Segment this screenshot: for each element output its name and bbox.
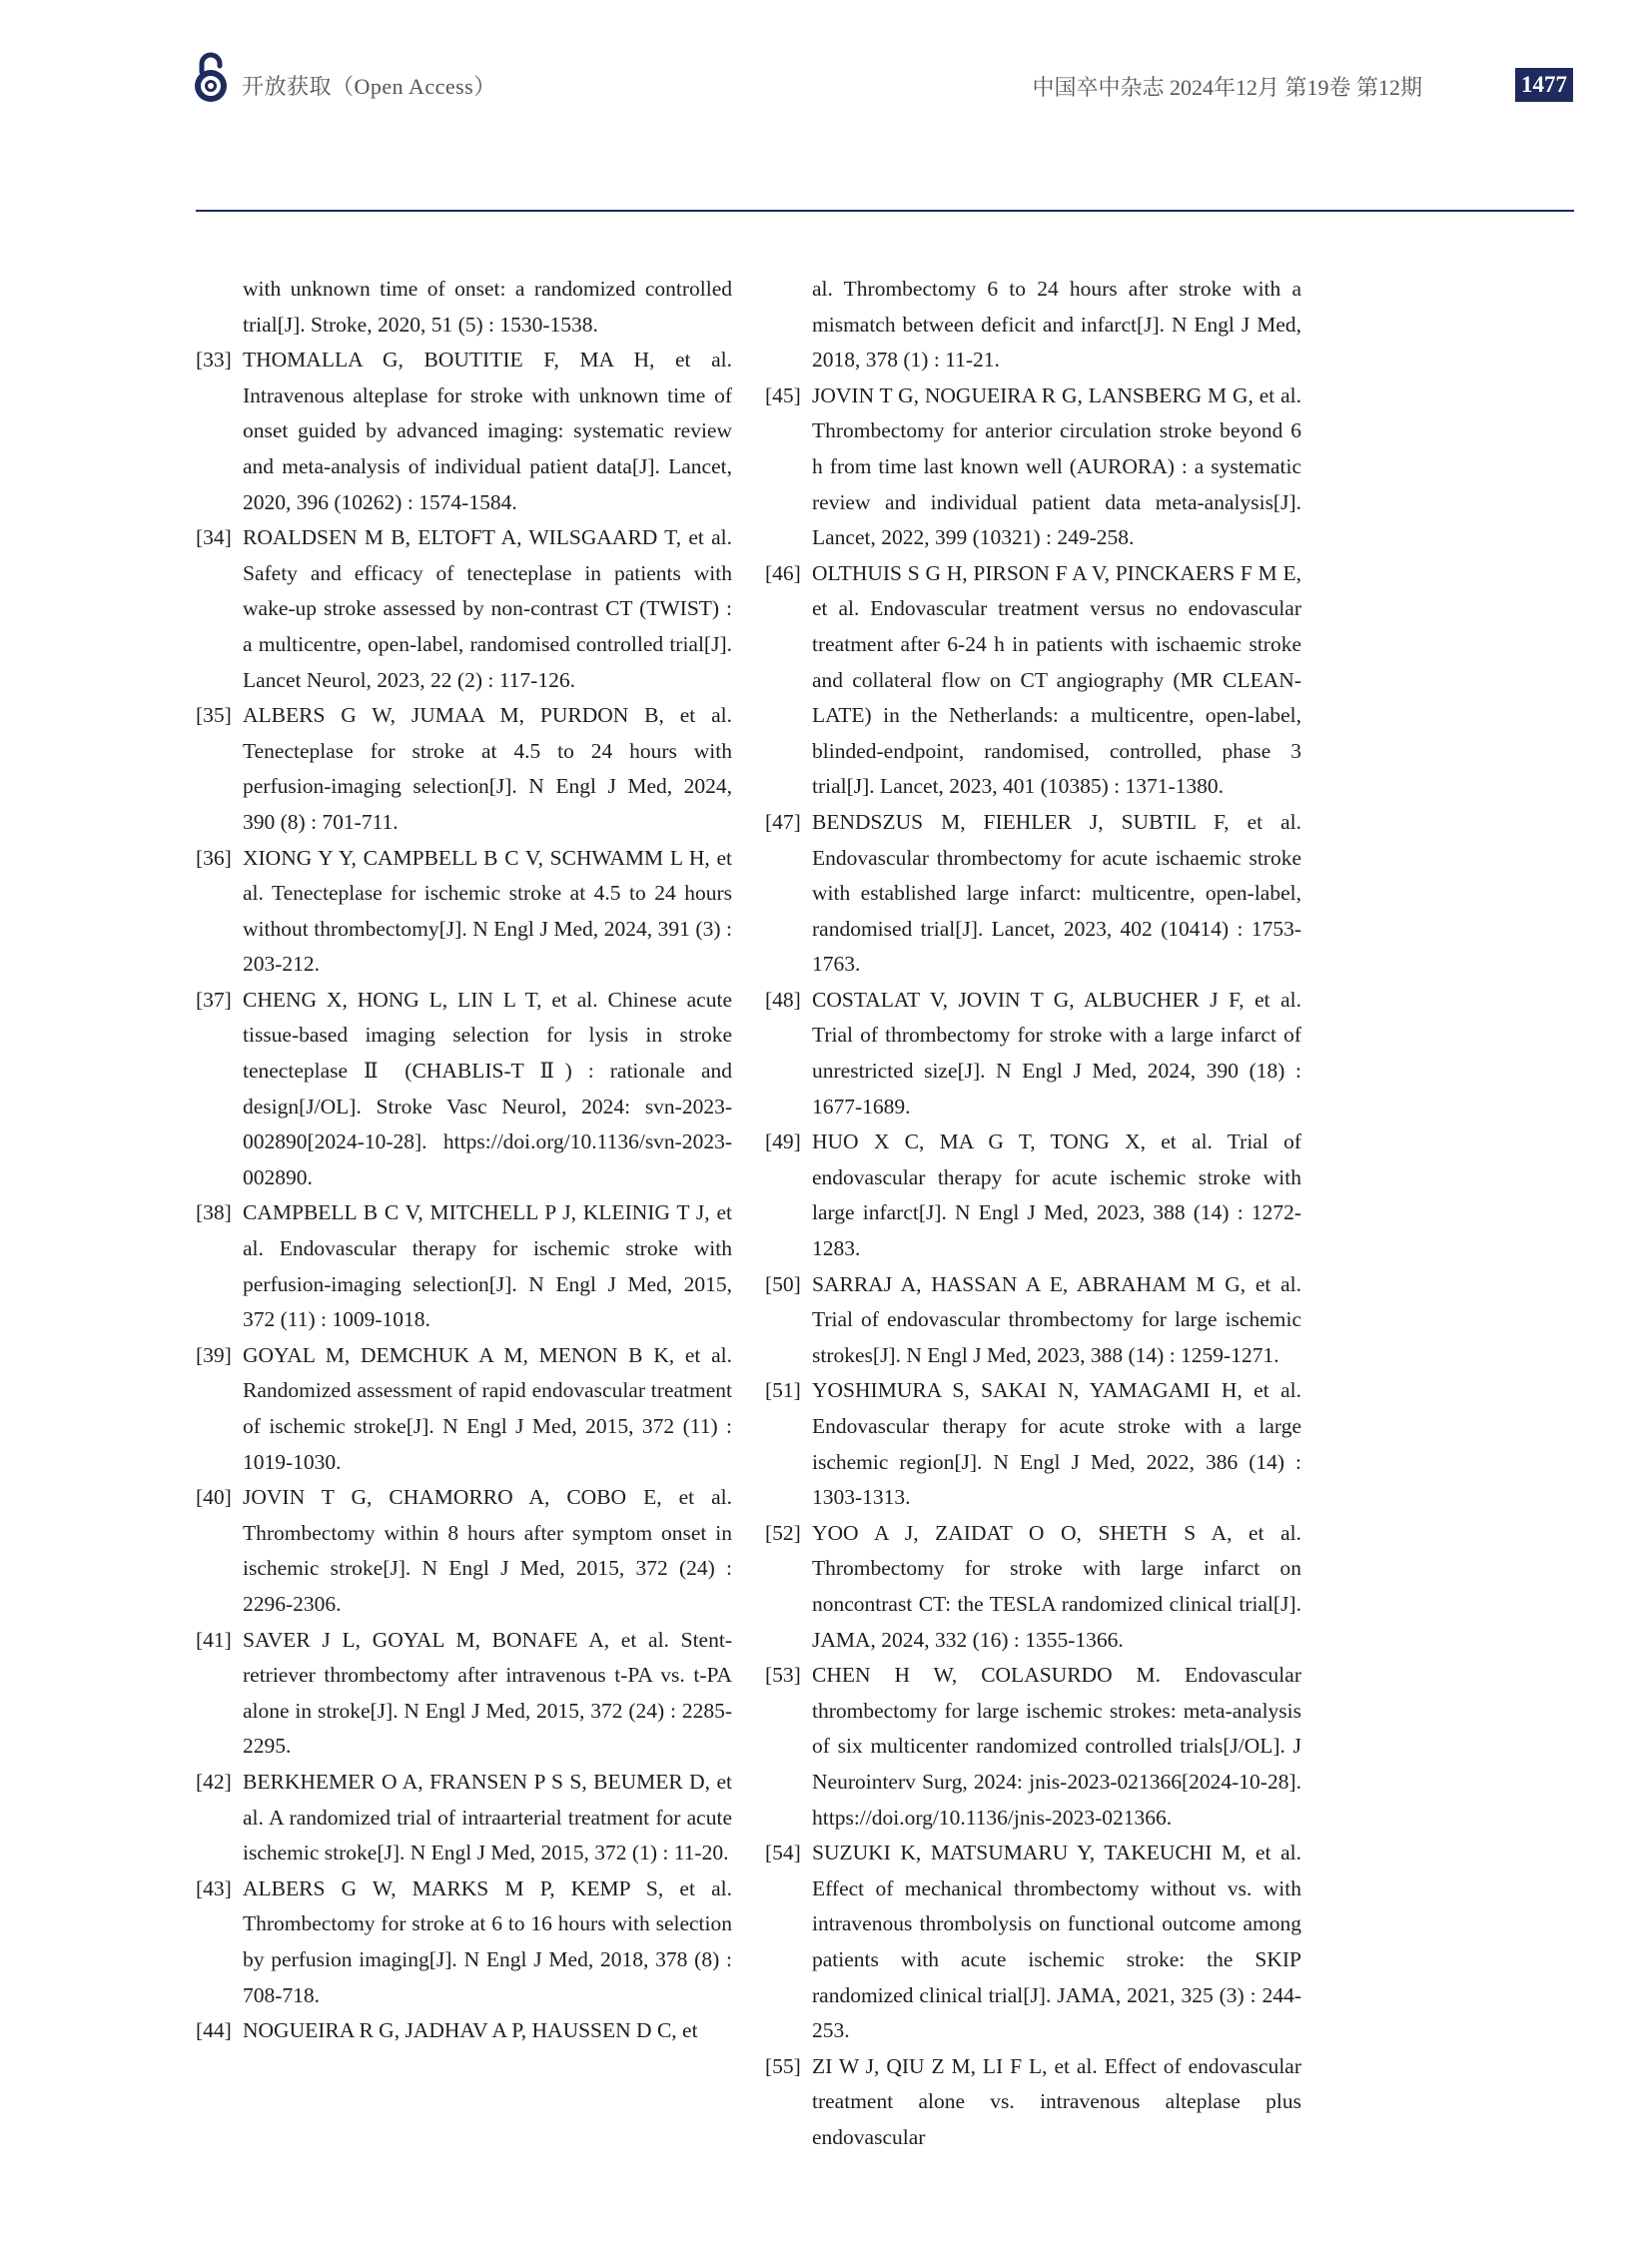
reference-number: [46]: [765, 560, 801, 585]
reference-text: COSTALAT V, JOVIN T G, ALBUCHER J F, et al. Trial of thrombectomy for stroke with a large infarct of unrestricted size[J]. N Engl J Med, 2024, 390 (18) : 1677-1689.: [812, 987, 1301, 1119]
reference-number: [37]: [196, 987, 232, 1012]
reference-item: [196, 520, 732, 698]
reference-item: [196, 698, 732, 840]
reference-text: YOO A J, ZAIDAT O O, SHETH S A, et al. Thrombectomy for stroke with large infarct on noncontrast CT: the TESLA randomized clinical trial[J]. JAMA, 2024, 332 (16) : 1355-1366.: [812, 1520, 1301, 1652]
reference-item: [765, 378, 1301, 556]
reference-number: [40]: [196, 1485, 232, 1510]
reference-text: GOYAL M, DEMCHUK A M, MENON B K, et al. Randomized assessment of rapid endovascular treatment of ischemic stroke[J]. N Engl J Med, 2015, 372 (11) : 1019-1030.: [243, 1342, 732, 1474]
reference-text: ALBERS G W, JUMAA M, PURDON B, et al. Tenecteplase for stroke at 4.5 to 24 hours with perfusion-imaging selection[J]. N Engl J Med, 2024, 390 (8) : 701-711.: [243, 703, 732, 834]
reference-number: [49]: [765, 1129, 801, 1154]
reference-column-left: [196, 272, 732, 2049]
reference-text: SARRAJ A, HASSAN A E, ABRAHAM M G, et al. Trial of endovascular thrombectomy for large ischemic strokes[J]. N Engl J Med, 2023, 388 (14) : 1259-1271.: [812, 1271, 1301, 1367]
journal-info: 中国卒中杂志 2024年12月 第19卷 第12期: [1032, 75, 1422, 100]
reference-number: [39]: [196, 1342, 232, 1367]
reference-text: CAMPBELL B C V, MITCHELL P J, KLEINIG T J, et al. Endovascular therapy for ischemic stroke with perfusion-imaging selection[J]. N Engl J Med, 2015, 372 (11) : 1009-1018.: [243, 1200, 732, 1332]
page-header: [0, 0, 1652, 220]
reference-number: [45]: [765, 382, 801, 407]
reference-item: [196, 343, 732, 520]
reference-item: [765, 2049, 1301, 2156]
reference-number: [47]: [765, 809, 801, 834]
reference-number: [38]: [196, 1200, 232, 1225]
reference-item: [196, 841, 732, 983]
reference-number: [36]: [196, 845, 232, 870]
reference-column-right: [765, 272, 1301, 2155]
reference-list-left: [196, 343, 732, 2049]
reference-text: BERKHEMER O A, FRANSEN P S S, BEUMER D, et al. A randomized trial of intraarterial treatment for acute ischemic stroke[J]. N Engl J Med, 2015, 372 (1) : 11-20.: [243, 1769, 732, 1866]
reference-text: YOSHIMURA S, SAKAI N, YAMAGAMI H, et al. Endovascular therapy for acute stroke with a large ischemic region[J]. N Engl J Med, 2022, 386 (14) : 1303-1313.: [812, 1378, 1301, 1510]
reference-number: [53]: [765, 1663, 801, 1688]
header-divider: [196, 210, 1574, 212]
reference-item: [765, 805, 1301, 983]
reference-text: ROALDSEN M B, ELTOFT A, WILSGAARD T, et al. Safety and efficacy of tenecteplase in patients with wake-up stroke assessed by non-contrast CT (TWIST) : a multicentre, open-label, randomised controlled trial[J]. Lancet Neurol, 2023, 22 (2) : 117-126.: [243, 525, 732, 692]
reference-continuation: al. Thrombectomy 6 to 24 hours after stroke with a mismatch between deficit and infarct[J]. N Engl J Med, 2018, 378 (1) : 11-21.: [812, 277, 1301, 373]
reference-item: [765, 1658, 1301, 1836]
reference-number: [48]: [765, 987, 801, 1012]
reference-number: [43]: [196, 1875, 232, 1900]
reference-item: [196, 1480, 732, 1622]
reference-text: ALBERS G W, MARKS M P, KEMP S, et al. Thrombectomy for stroke at 6 to 16 hours with selection by perfusion imaging[J]. N Engl J Med, 2018, 378 (8) : 708-718.: [243, 1875, 732, 2007]
reference-text: JOVIN T G, NOGUEIRA R G, LANSBERG M G, et al. Thrombectomy for anterior circulation stroke beyond 6 h from time last known well (AURORA) : a systematic review and individual patient data meta-analysis[J]. Lancet, 2022, 399 (10321) : 249-258.: [812, 382, 1301, 550]
reference-item: [765, 1836, 1301, 2049]
reference-text: THOMALLA G, BOUTITIE F, MA H, et al. Intravenous alteplase for stroke with unknown time of onset guided by advanced imaging: systematic review and meta-analysis of individual patient data[J]. Lancet, 2020, 396 (10262) : 1574-1584.: [243, 348, 732, 514]
reference-number: [41]: [196, 1627, 232, 1652]
reference-number: [52]: [765, 1520, 801, 1545]
reference-text: SAVER J L, GOYAL M, BONAFE A, et al. Stent-retriever thrombectomy after intravenous t-PA vs. t-PA alone in stroke[J]. N Engl J Med, 2015, 372 (24) : 2285-2295.: [243, 1627, 732, 1759]
reference-item: [765, 983, 1301, 1124]
reference-text: NOGUEIRA R G, JADHAV A P, HAUSSEN D C, et: [243, 2018, 698, 2043]
reference-text: ZI W J, QIU Z M, LI F L, et al. Effect of endovascular treatment alone vs. intravenous alteplase plus endovascular: [812, 2053, 1301, 2149]
reference-item: [196, 1195, 732, 1337]
reference-item: [765, 556, 1301, 805]
reference-text: CHEN H W, COLASURDO M. Endovascular thrombectomy for large ischemic strokes: meta-analysis of six multicenter randomized controlled trials[J/OL]. J Neurointerv Surg, 2024: jnis-2023-021366[2024-10-28]. https://doi.org/10.1136/jnis-2023-021366.: [812, 1663, 1301, 1830]
reference-continuation: with unknown time of onset: a randomized controlled trial[J]. Stroke, 2020, 51 (5) : 1530-1538.: [243, 277, 732, 337]
open-access-lock-icon: [193, 52, 229, 104]
reference-number: [33]: [196, 348, 232, 373]
reference-number: [34]: [196, 525, 232, 550]
reference-number: [42]: [196, 1769, 232, 1794]
reference-text: OLTHUIS S G H, PIRSON F A V, PINCKAERS F M E, et al. Endovascular treatment versus no endovascular treatment after 6-24 h in patients with ischaemic stroke and collateral flow on CT angiography (MR CLEAN-LATE) in the Netherlands: a multicentre, open-label, blinded-endpoint, randomised, controlled, phase 3 trial[J]. Lancet, 2023, 401 (10385) : 1371-1380.: [812, 560, 1301, 799]
reference-item: [765, 1516, 1301, 1658]
reference-item: [765, 1373, 1301, 1515]
reference-item: [765, 1267, 1301, 1374]
reference-text: JOVIN T G, CHAMORRO A, COBO E, et al. Thrombectomy within 8 hours after symptom onset in ischemic stroke[J]. N Engl J Med, 2015, 372 (24) : 2296-2306.: [243, 1485, 732, 1616]
reference-list-right: [765, 378, 1301, 2156]
reference-text: XIONG Y Y, CAMPBELL B C V, SCHWAMM L H, et al. Tenecteplase for ischemic stroke at 4.5 to 24 hours without thrombectomy[J]. N Engl J Med, 2024, 391 (3) : 203-212.: [243, 845, 732, 977]
reference-number: [44]: [196, 2018, 232, 2043]
reference-item: [196, 1765, 732, 1871]
open-access-label: 开放获取（Open Access）: [242, 74, 496, 99]
reference-number: [51]: [765, 1378, 801, 1403]
reference-item: [196, 1338, 732, 1480]
reference-item: [196, 983, 732, 1196]
page-number-badge: 1477: [1515, 68, 1573, 102]
reference-number: [35]: [196, 703, 232, 728]
reference-item: [196, 1623, 732, 1765]
reference-text: CHENG X, HONG L, LIN L T, et al. Chinese acute tissue-based imaging selection for lysis in stroke tenecteplase Ⅱ (CHABLIS-T Ⅱ) : rationale and design[J/OL]. Stroke Vasc Neurol, 2024: svn-2023-002890[2024-10-28]. https://doi.org/10.1136/svn-2023-002890.: [243, 987, 732, 1189]
reference-text: BENDSZUS M, FIEHLER J, SUBTIL F, et al. Endovascular thrombectomy for acute ischaemic stroke with established large infarct: multicentre, open-label, randomised trial[J]. Lancet, 2023, 402 (10414) : 1753-1763.: [812, 809, 1301, 977]
reference-number: [55]: [765, 2053, 801, 2078]
reference-text: SUZUKI K, MATSUMARU Y, TAKEUCHI M, et al. Effect of mechanical thrombectomy without vs. with intravenous thrombolysis on functional outcome among patients with acute ischemic stroke: the SKIP randomized clinical trial[J]. JAMA, 2021, 325 (3) : 244-253.: [812, 1841, 1301, 2043]
reference-item: [765, 1124, 1301, 1266]
reference-text: HUO X C, MA G T, TONG X, et al. Trial of endovascular therapy for acute ischemic stroke with large infarct[J]. N Engl J Med, 2023, 388 (14) : 1272-1283.: [812, 1129, 1301, 1261]
reference-number: [50]: [765, 1271, 801, 1296]
reference-item: [196, 2013, 732, 2049]
reference-item: [196, 1871, 732, 2013]
reference-number: [54]: [765, 1841, 801, 1866]
